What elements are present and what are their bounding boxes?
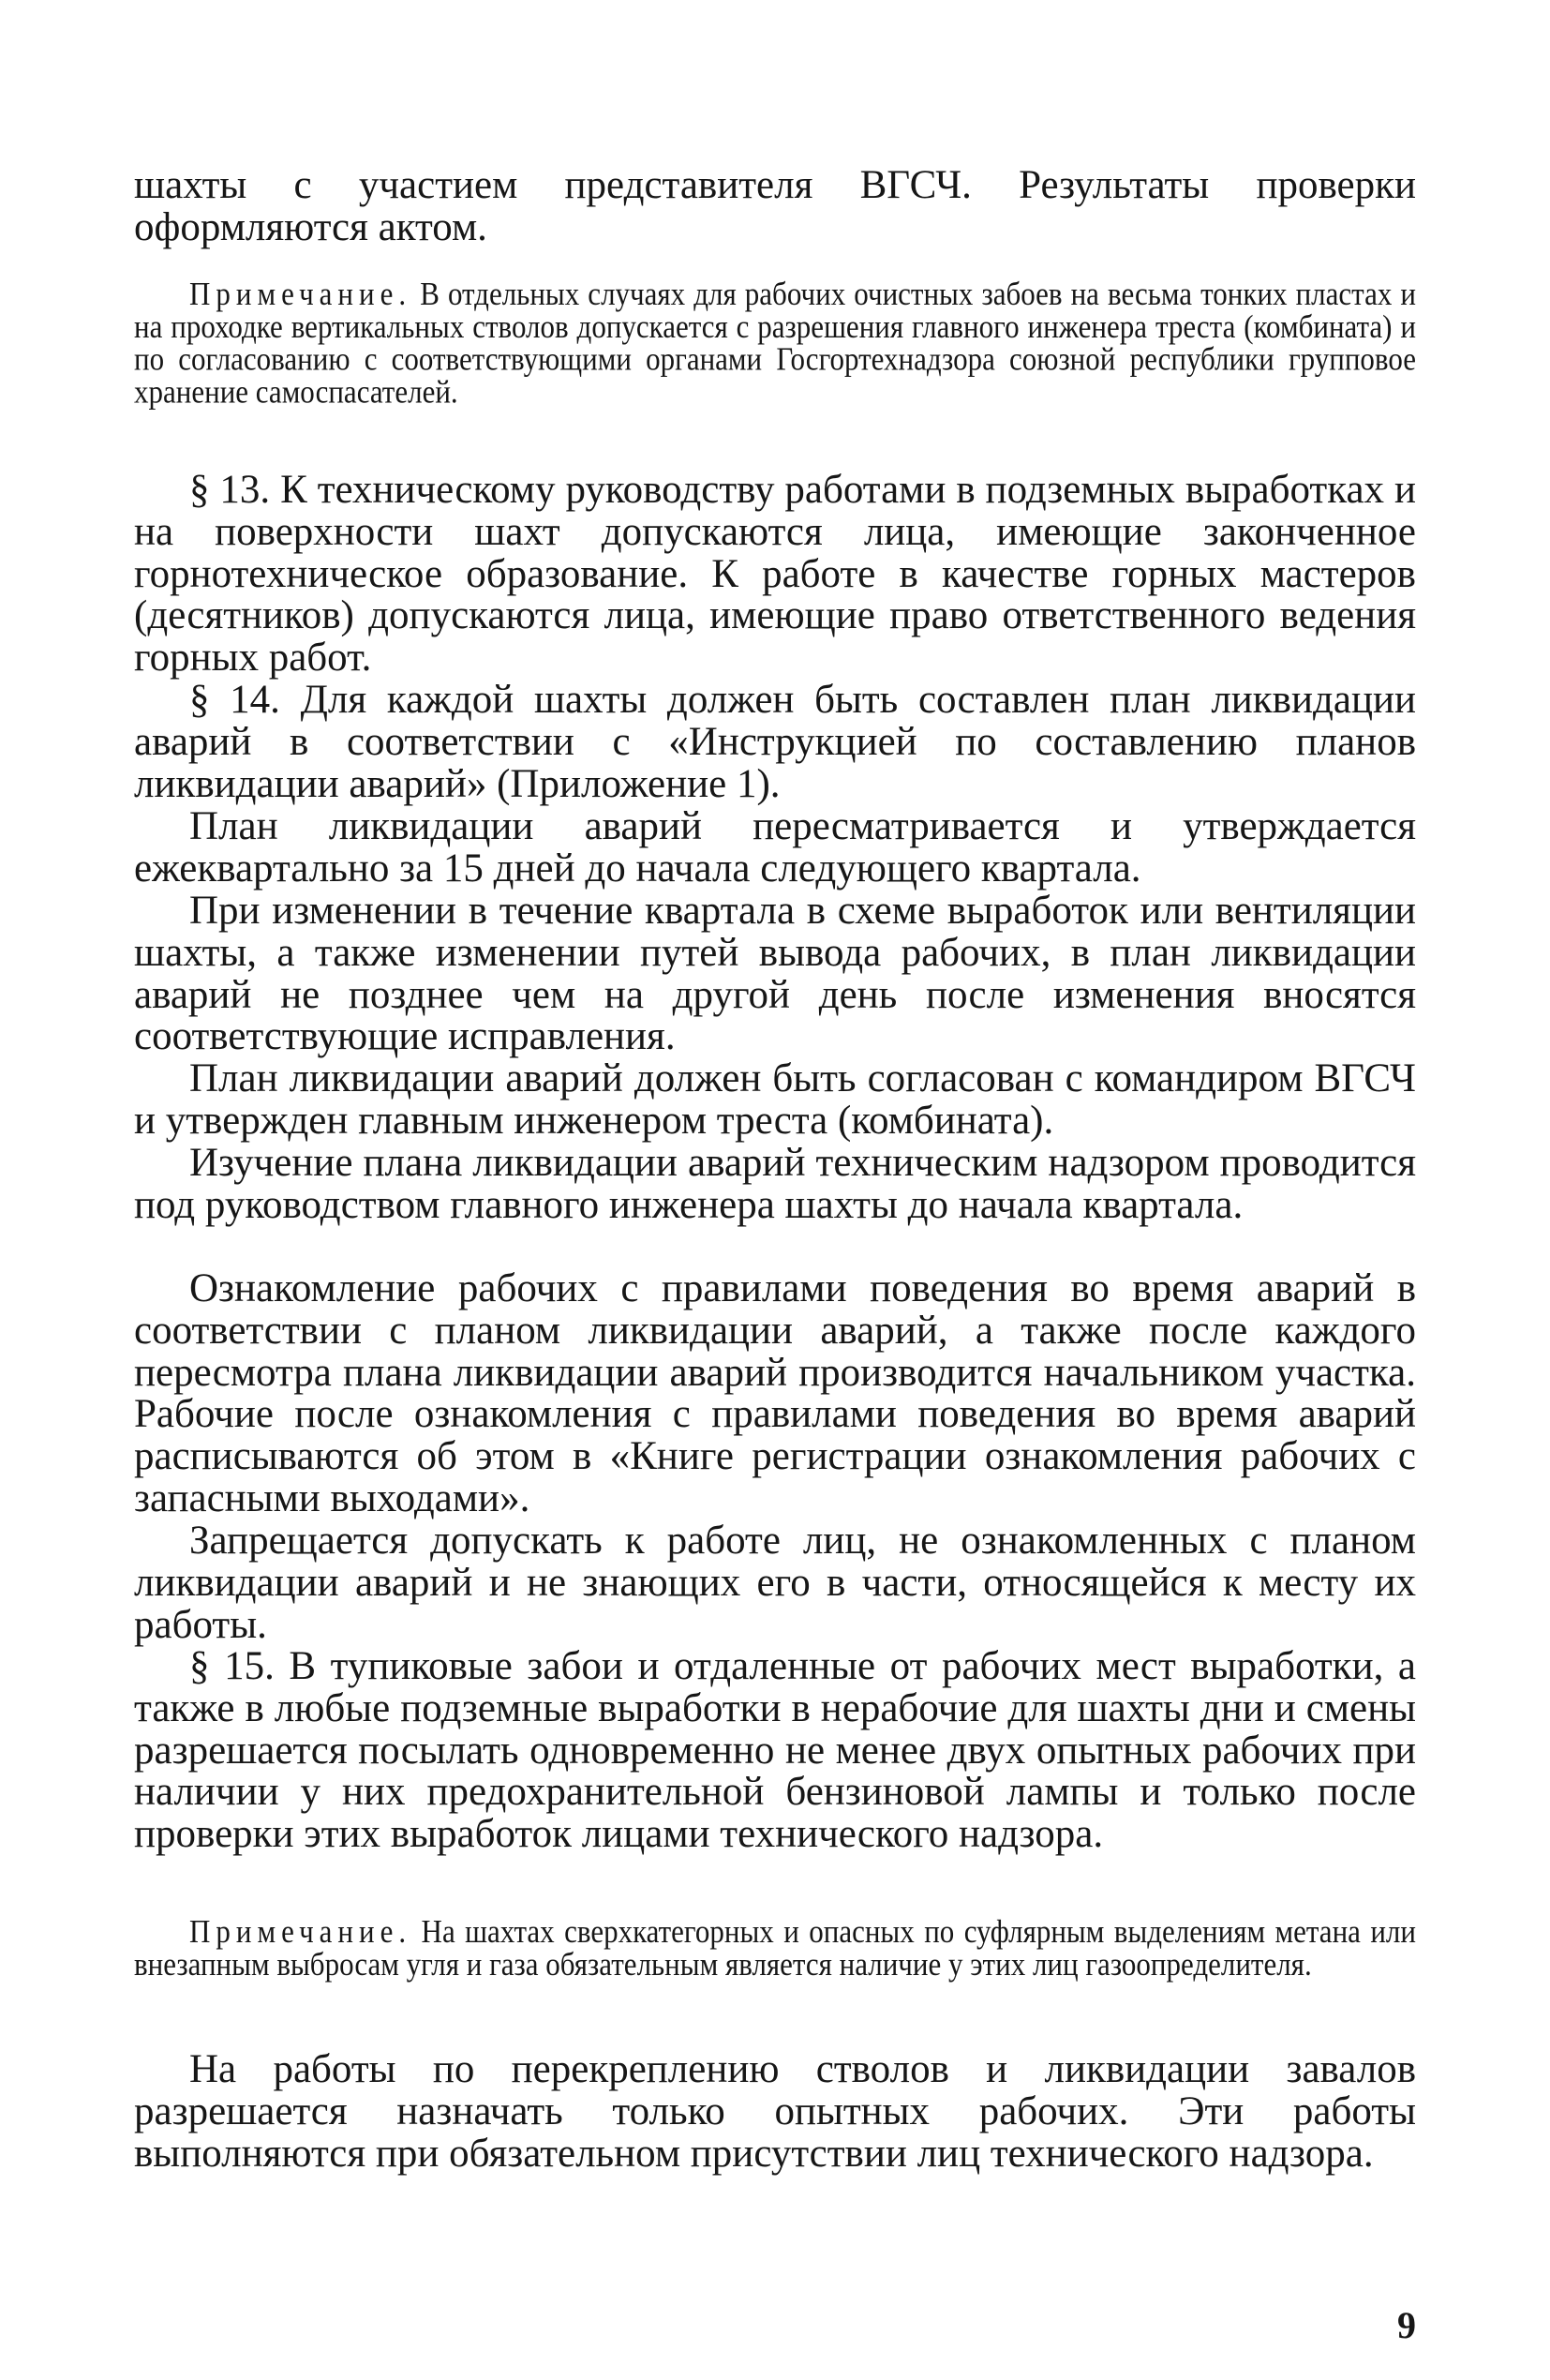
paragraph-study: Изучение плана ликвидации аварий техническим надзором проводится под руководством главного инженера шахты до начала квартала.: [134, 1141, 1416, 1227]
note-2-label: Примечание.: [189, 1912, 412, 1950]
section-15: § 15. В тупиковые забои и отдаленные от рабочих мест выработки, а также в любые подземные выработки в нерабочие для шахты дни и смены разрешается посылать одновременно не менее двух опытных рабочих при наличии у них предохранительной бензиновой лампы и только после проверки этих выработок лицами технического надзора.: [134, 1644, 1416, 1857]
page-number: 9: [1397, 2304, 1416, 2346]
note-2: [134, 1912, 1416, 1983]
paragraph-changes: При изменении в течение квартала в схеме выработок или вентиляции шахты, а также изменении путей вывода рабочих, в план ликвидации аварий не позднее чем на другой день после изменения вносятся соответствующие исправления.: [134, 889, 1416, 1059]
note-1-text: В отдельных случаях для рабочих очистных забоев на весьма тонких пластах и на проходке вертикальных стволов допускается с разрешения главного инженера треста (комбината) и по согласованию с соответствующими органами Госгортехнадзора союзной республики групповое хранение самоспасателей.: [134, 275, 1416, 411]
paragraph-acquaint: Ознакомление рабочих с правилами поведения во время аварий в соответствии с планом ликвидации аварий, а также после каждого пересмотра плана ликвидации аварий производится начальником участка. Рабочие после ознакомления с правилами поведения во время аварий расписываются об этом в «Книге регистрации ознакомления рабочих с запасными выходами».: [134, 1266, 1416, 1520]
section-14: § 14. Для каждой шахты должен быть составлен план ликвидации аварий в соответствии с «Инструкцией по составлению планов ликвидации аварий» (Приложение 1).: [134, 678, 1416, 806]
note-2-text: На шахтах сверхкатегорных и опасных по суфлярным выделениям метана или внезапным выбросам угля и газа обязательным является наличие у этих лиц газоопределителя.: [134, 1912, 1416, 1983]
section-13: § 13. К техническому руководству работами в подземных выработках и на поверхности шахт допускаются лица, имеющие законченное горнотехническое образование. К работе в качестве горных мастеров (десятников) допускаются лица, имеющие право ответственного ведения горных работ.: [134, 468, 1416, 681]
paragraph-agreed: План ликвидации аварий должен быть согласован с командиром ВГСЧ и утвержден главным инженером треста (комбината).: [134, 1056, 1416, 1143]
note-1-label: Примечание.: [189, 275, 412, 312]
paragraph-continuation: шахты с участием представителя ВГСЧ. Результаты проверки оформляются актом.: [134, 163, 1416, 249]
note-1: [134, 275, 1416, 411]
paragraph-final: На работы по перекреплению стволов и ликвидации завалов разрешается назначать только опытных рабочих. Эти работы выполняются при обязательном присутствии лиц технического надзора.: [134, 2047, 1416, 2176]
paragraph-prohibit: Запрещается допускать к работе лиц, не ознакомленных с планом ликвидации аварий и не знающих его в части, относящейся к месту их работы.: [134, 1519, 1416, 1647]
paragraph-plan-review: План ликвидации аварий пересматривается и утверждается ежеквартально за 15 дней до начала следующего квартала.: [134, 804, 1416, 891]
